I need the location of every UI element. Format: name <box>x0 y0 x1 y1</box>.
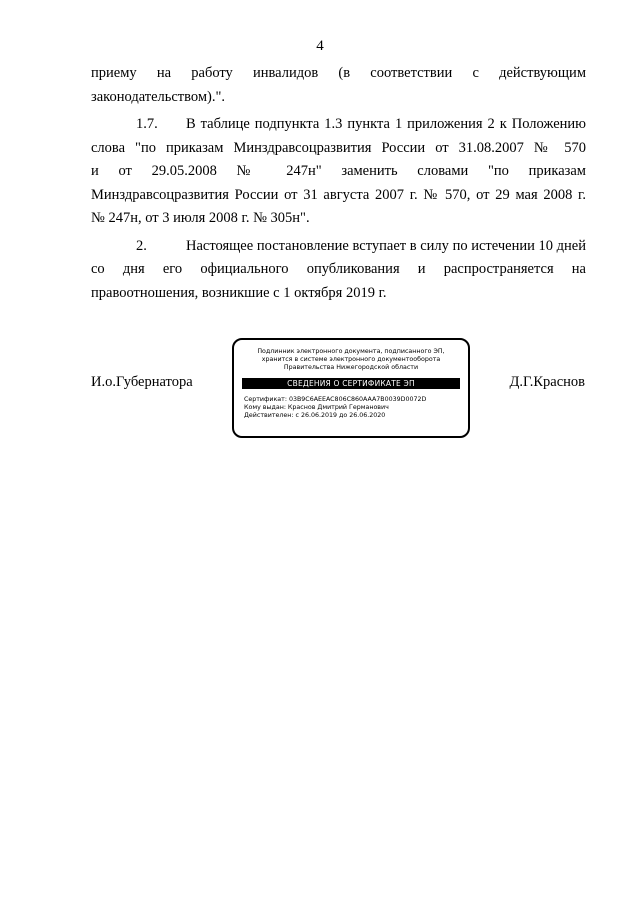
paragraph-1-7 <box>91 113 586 231</box>
stamp-header-line: хранится в системе электронного документооборота <box>261 356 441 363</box>
text-line: и от 29.05.2008 № 247н" заменить словами "по приказам <box>91 163 586 179</box>
text-line: Минздравсоцразвития России от 31 августа 2007 г. № 570, от 29 мая 2008 г. <box>91 186 586 203</box>
text-line: № 247н, от 3 июля 2008 г. № 305н". <box>91 210 310 226</box>
text-line <box>91 113 586 137</box>
page-number: 4 <box>316 38 324 54</box>
text-line-content: В таблице подпункта 1.3 пункта 1 приложения 2 к Положению <box>186 116 586 132</box>
stamp-header <box>234 348 468 372</box>
stamp-header-line: Правительства Нижегородской области <box>283 364 419 371</box>
text-line: законодательством).". <box>91 88 226 105</box>
text-line: со дня его официального опубликования и распространяется на <box>91 261 586 277</box>
signer-name: Д.Г.Краснов <box>509 374 585 390</box>
stamp-validity: Действителен: с 26.06.2019 до 26.06.2020 <box>244 412 386 419</box>
stamp-title: СВЕДЕНИЯ О СЕРТИФИКАТЕ ЭП <box>242 378 460 389</box>
electronic-signature-stamp <box>232 338 470 438</box>
paragraph-2 <box>91 235 586 306</box>
stamp-details <box>244 396 468 420</box>
stamp-issued-to: Кому выдан: Краснов Дмитрий Германович <box>244 404 389 411</box>
text-line: правоотношения, возникшие с 1 октября 2019 г. <box>91 284 387 301</box>
text-line: слова "по приказам Минздравсоцразвития России от 31.08.2007 № 570 <box>91 139 586 156</box>
signature-block <box>0 338 640 448</box>
paragraph-number: 1.7. <box>136 116 158 132</box>
text-line: приему на работу инвалидов (в соответствии с действующим <box>91 65 586 81</box>
text-line <box>91 235 586 259</box>
document-body <box>91 62 586 309</box>
stamp-header-line: Подлинник электронного документа, подписанного ЭП, <box>257 348 445 355</box>
text-line-content: Настоящее постановление вступает в силу по истечении 10 дней <box>186 237 586 254</box>
paragraph-number: 2. <box>136 237 147 254</box>
signer-position: И.о.Губернатора <box>91 374 193 390</box>
stamp-certificate: Сертификат: 03B9C6AEEAC806C860AAA7B0039D0072D <box>244 396 427 403</box>
paragraph-continuation <box>91 62 586 109</box>
